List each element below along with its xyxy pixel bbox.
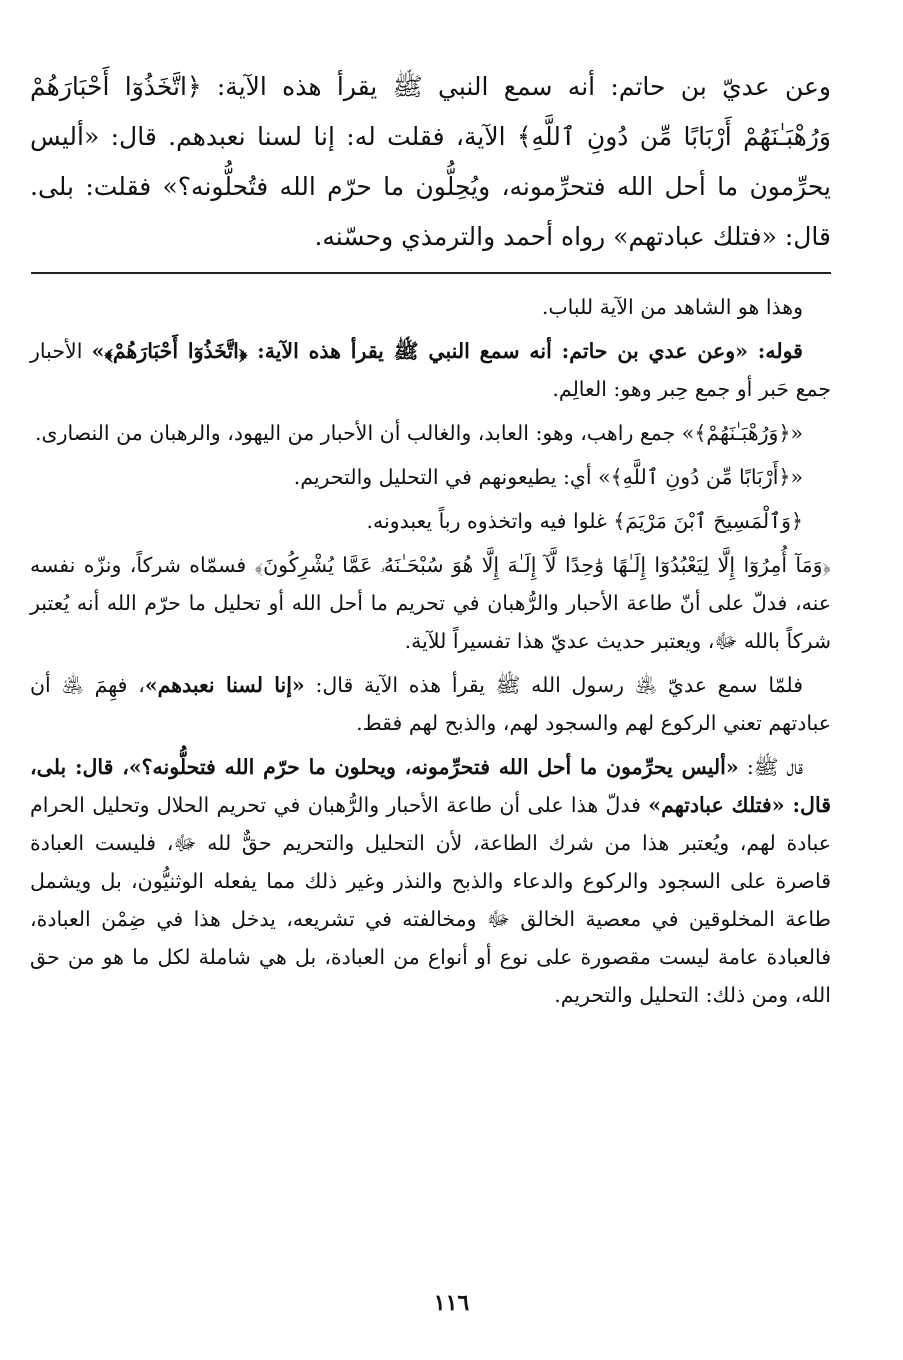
prophet-reply-intro: قال ﷺ:: [738, 755, 804, 779]
commentary-paragraph-2: [30, 332, 831, 408]
quoted-hadith-opening: قوله: «وعن عدي بن حاتم: أنه سمع النبي ﷺ يقرأ هذه الآية: ﴿اتَّخَذُوٓا أَحْبَارَهُمْ﴾»: [91, 339, 803, 363]
commentary-paragraph-6: [30, 546, 831, 660]
quranic-verse: ﴿وَمَآ أُمِرُوٓا إِلَّا لِيَعْبُدُوٓا إِلَـٰهًا وَٰحِدًا لَّآ إِلَـٰهَ إِلَّا هُوَ سُبْحَـٰنَهُۥ عَمَّا يُشْرِكُونَ﴾: [254, 553, 831, 577]
section-divider: [31, 272, 831, 274]
hadith-text: وعن عديّ بن حاتم: أنه سمع النبي ﷺ يقرأ هذه الآية: ﴿اتَّخَذُوٓا أَحْبَارَهُمْ وَرُهْبَـٰنَهُمْ أَرْبَابًا مِّن دُونِ ٱللَّهِ﴾ الآية، فقلت له: إنا لسنا نعبدهم. قال: «أليس يحرِّمون ما أحل الله فتحرِّمونه، ويُحِلُّون ما حرّم الله فتُحلُّونه؟» فقلت: بلى. قال: «فتلك عبادتهم» رواه أحمد والترمذي وحسّنه.: [30, 72, 831, 251]
adi-narration-intro: فلمّا سمع عديّ ﵁ رسول الله ﷺ يقرأ هذه الآية قال:: [304, 673, 804, 697]
commentary-paragraph-1: وهذا هو الشاهد من الآية للباب.: [541, 295, 803, 319]
commentary-paragraph-3: «﴿وَرُهْبَـٰنَهُمْ﴾» جمع راهب، وهو: العابد، والغالب أن الأحبار من اليهود، والرهبان من النصارى.: [35, 421, 803, 445]
page-number: ١١٦: [433, 1290, 470, 1316]
concluding-explanation: فدلّ هذا على أن طاعة الأحبار والرُّهبان في تحريم الحلال وتحليل الحرام عبادة لهم، ويُعتبر هذا من شرك الطاعة، لأن التحليل والتحريم حقٌّ لله ﷻ، فليست العبادة قاصرة على السجود والركوع والدعاء والذبح والنذر وغير ذلك مما يفعله الوثنيُّون، بل ويشمل طاعة المخلوقين في معصية الخالق ﷻ ومخالفته في تشريعه، يدخل هذا في ضِمْن العبادة، فالعبادة عامة ليست مقصورة على نوع أو أنواع من العبادة، بل هي شاملة لكل ما هو من حق الله، ومن ذلك: التحليل والتحريم.: [30, 793, 831, 1007]
adi-understanding: ، فهِمَ ﵁ أن عبادتهم تعني الركوع لهم والسجود لهم، والذبح لهم فقط.: [30, 673, 831, 735]
prophet-reply-quote: «أليس يحرِّمون ما أحل الله فتحرِّمونه، ويحلون ما حرّم الله فتحلُّونه؟»، قال: بلى، قال: «فتلك عبادتهم»: [30, 755, 831, 817]
ahbar-definition: الأحبار جمع حَبر أو جمع حِبر وهو: العالِم.: [30, 339, 831, 401]
commentary-paragraph-8: [30, 748, 831, 1014]
commentary-paragraph-4: «﴿أَرْبَابًا مِّن دُونِ ٱللَّهِ﴾» أي: يطيعونهم في التحليل والتحريم.: [293, 465, 803, 489]
commentary-paragraph-7: [30, 666, 831, 742]
commentary-paragraph-5: ﴿وَٱلْمَسِيحَ ٱبْنَ مَرْيَمَ﴾ غلوا فيه واتخذوه رباً يعبدونه.: [366, 509, 803, 533]
adi-quote: «إنا لسنا نعبدهم»: [144, 673, 305, 697]
commentary-section: [30, 288, 831, 1014]
verse-explanation: فسمّاه شركاً، ونزّه نفسه عنه، فدلّ على أنّ طاعة الأحبار والرُّهبان في تحريم ما أحل الله أو تحليل ما حرّم الله أنه يُعتبر شركاً بالله ﷻ، ويعتبر حديث عديّ هذا تفسيراً للآية.: [30, 553, 831, 653]
